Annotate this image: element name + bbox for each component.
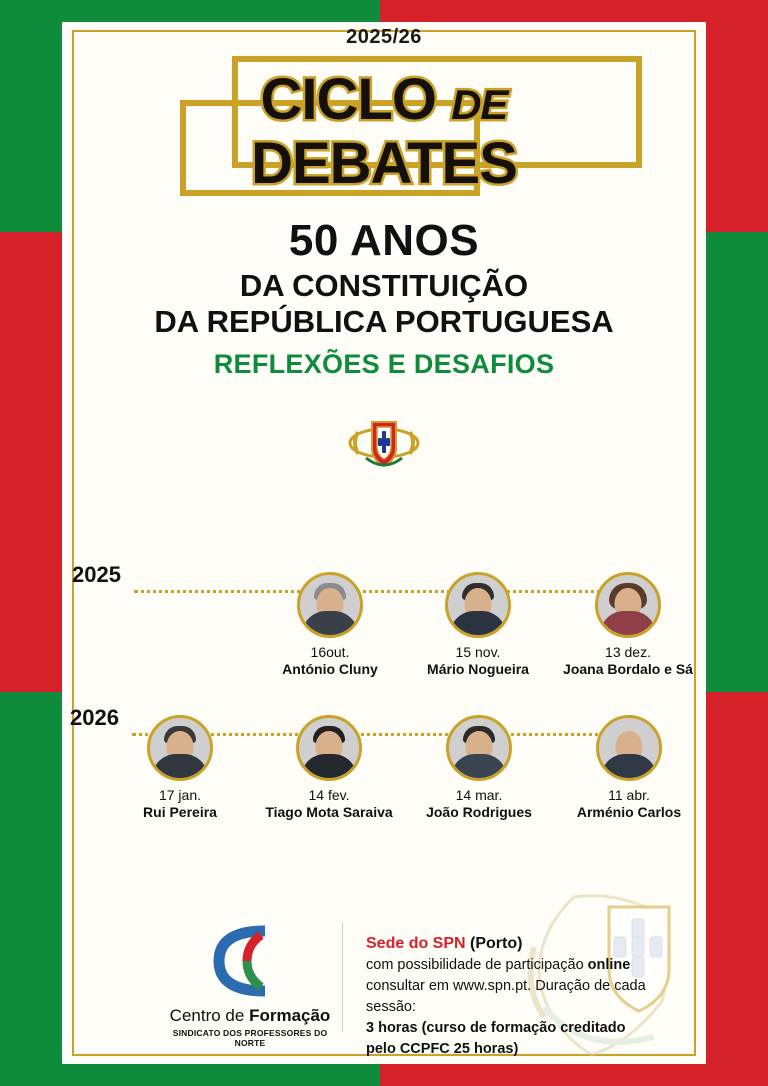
footer-info — [366, 932, 696, 1060]
border-top-green — [0, 0, 380, 22]
spn-logo-icon — [195, 925, 305, 997]
timeline-year-2025: 2025 — [72, 562, 121, 587]
list-item[interactable] — [254, 715, 404, 820]
list-item[interactable] — [403, 572, 553, 677]
avatar — [147, 715, 213, 781]
avatar — [446, 715, 512, 781]
timeline-year-2026: 2026 — [70, 705, 119, 730]
avatar — [445, 572, 511, 638]
avatar — [596, 715, 662, 781]
session-date: 16out. — [310, 644, 350, 660]
title-line-2: DEBATES — [251, 131, 517, 196]
session-speaker: António Cluny — [282, 661, 378, 677]
logo-subtitle: SINDICATO DOS PROFESSORES DO NORTE — [172, 1028, 328, 1048]
session-speaker: Joana Bordalo e Sá — [563, 661, 693, 677]
title-line-1 — [0, 66, 768, 133]
logo-centro-de-formacao — [160, 925, 340, 1048]
session-date: 14 fev. — [308, 787, 350, 803]
list-item[interactable] — [404, 715, 554, 820]
list-item[interactable] — [105, 715, 255, 820]
list-item[interactable] — [553, 572, 703, 677]
title-de: DE — [451, 81, 508, 128]
headline-50-anos: 50 ANOS — [288, 216, 480, 265]
footer-credit-line: pelo CCPFC 25 horas) — [366, 1041, 519, 1058]
session-date: 17 jan. — [158, 787, 202, 803]
session-date: 11 abr. — [608, 787, 650, 803]
border-bottom-green — [0, 1064, 380, 1086]
title-ciclo: CICLO — [260, 67, 436, 132]
session-speaker: Mário Nogueira — [427, 661, 529, 677]
list-item[interactable] — [255, 572, 405, 677]
session-date: 14 mar. — [455, 787, 503, 803]
headline-constituicao: DA CONSTITUIÇÃO — [239, 268, 529, 304]
footer-duration-line: 3 horas (curso de formação creditado — [366, 1020, 626, 1037]
footer-divider — [342, 922, 343, 1032]
avatar — [297, 572, 363, 638]
avatar — [595, 572, 661, 638]
title-block — [0, 48, 768, 198]
logo-title: Centro de Formação — [169, 1006, 331, 1025]
session-speaker: Tiago Mota Saraiva — [265, 804, 393, 820]
headline-republica: DA REPÚBLICA PORTUGUESA — [154, 303, 614, 339]
border-bottom-red — [380, 1064, 768, 1086]
session-speaker: João Rodrigues — [426, 804, 532, 820]
session-speaker: Rui Pereira — [143, 804, 217, 820]
list-item[interactable] — [554, 715, 704, 820]
border-top-red — [380, 0, 768, 22]
footer-venue: Sede do SPN (Porto) — [366, 935, 523, 952]
session-date: 13 dez. — [605, 644, 651, 660]
headline-subtitle: REFLEXÕES E DESAFIOS — [213, 349, 555, 380]
footer-website-line: consultar em www.spn.pt. Duração de cada sessão: — [366, 978, 646, 1016]
headline-block — [0, 218, 768, 380]
footer-online-line: com possibilidade de participação online — [366, 957, 631, 974]
avatar — [296, 715, 362, 781]
portuguese-coat-of-arms-icon — [348, 412, 420, 474]
session-speaker: Arménio Carlos — [576, 804, 682, 820]
year-badge: 2025/26 — [346, 26, 422, 48]
session-date: 15 nov. — [455, 644, 501, 660]
